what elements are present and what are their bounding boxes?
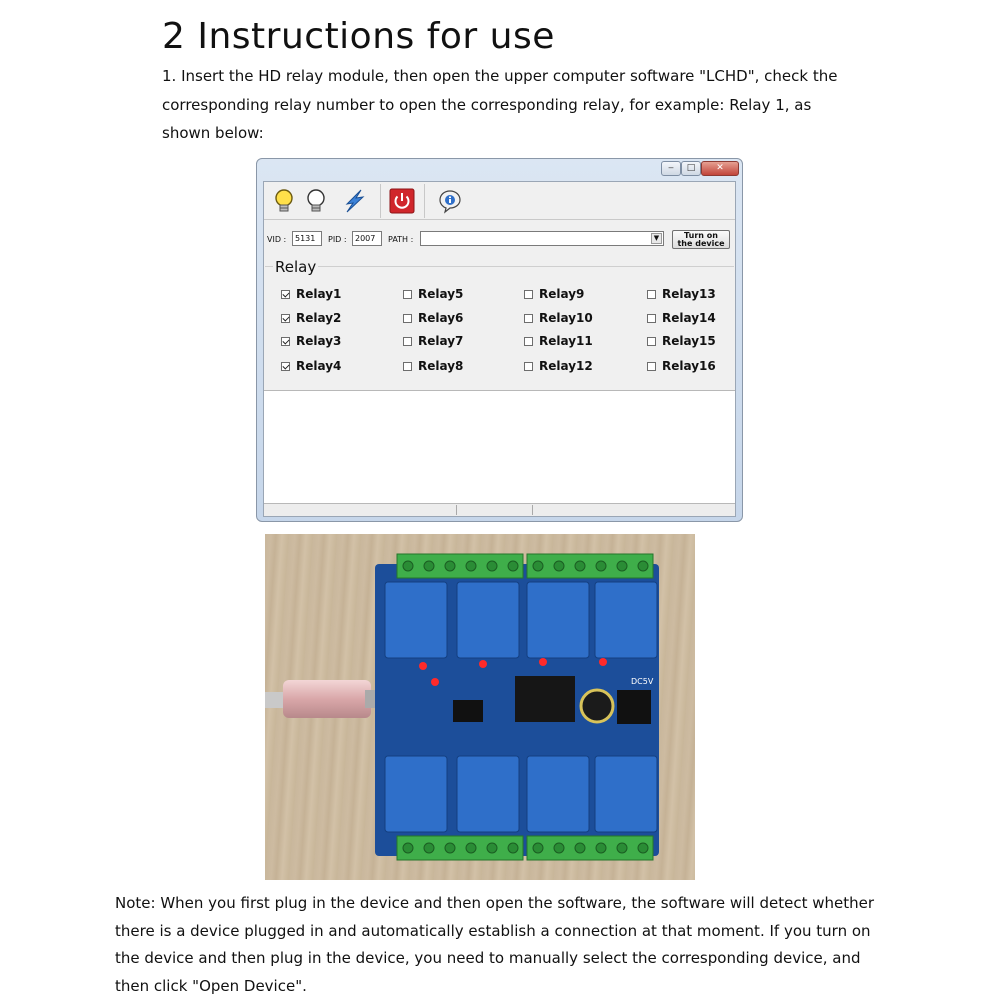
- terminal-screw: [487, 843, 497, 853]
- relay-checkbox-10[interactable]: [524, 311, 593, 325]
- checkbox-box[interactable]: [403, 337, 412, 346]
- pid-label: PID :: [328, 235, 347, 244]
- relay-label: Relay14: [662, 311, 716, 325]
- status-bar: [264, 503, 735, 516]
- relay-group-label: Relay: [275, 258, 317, 276]
- relay-label: Relay11: [539, 334, 593, 348]
- pid-field[interactable]: 2007: [352, 231, 382, 246]
- checkbox-box[interactable]: [281, 362, 290, 371]
- relay-component: [595, 582, 657, 658]
- terminal-block: [527, 836, 653, 860]
- bulb-on-icon: [272, 188, 296, 214]
- relay-group: [265, 258, 734, 392]
- terminal-screw: [554, 843, 564, 853]
- relay-checkbox-16[interactable]: [647, 359, 716, 373]
- terminal-block: [397, 554, 523, 578]
- checkbox-box[interactable]: [647, 314, 656, 323]
- relay-label: Relay3: [296, 334, 342, 348]
- relay-checkbox-6[interactable]: [403, 311, 463, 325]
- terminal-screw: [575, 843, 585, 853]
- status-led: [599, 658, 607, 666]
- relay-label: Relay5: [418, 287, 464, 301]
- terminal-screw: [638, 561, 648, 571]
- terminal-screw: [554, 561, 564, 571]
- status-led: [479, 660, 487, 668]
- toolbar-separator: [380, 184, 381, 218]
- terminal-screw: [508, 843, 518, 853]
- maximize-button[interactable]: □: [681, 161, 701, 176]
- minimize-button[interactable]: ‒: [661, 161, 681, 176]
- relay-checkbox-14[interactable]: [647, 311, 716, 325]
- relay-checkbox-1[interactable]: [281, 287, 341, 301]
- path-label: PATH :: [388, 235, 414, 244]
- relay-checkbox-8[interactable]: [403, 359, 463, 373]
- checkbox-box[interactable]: [403, 314, 412, 323]
- board-label: DC5V: [631, 677, 654, 686]
- checkbox-box[interactable]: [281, 290, 290, 299]
- log-area[interactable]: [264, 390, 735, 503]
- terminal-block: [397, 836, 523, 860]
- relay-control-window: [256, 158, 743, 522]
- toolbar-separator: [424, 184, 425, 218]
- intro-text: 1. Insert the HD relay module, then open the upper computer software "LCHD", check the corresponding relay number to open the corresponding relay, for example: Relay 1, as shown below:: [162, 67, 838, 142]
- power-icon: [389, 188, 415, 214]
- terminal-screw: [445, 843, 455, 853]
- lightning-button[interactable]: [340, 187, 368, 215]
- relay-label: Relay7: [418, 334, 464, 348]
- terminal-screw: [596, 843, 606, 853]
- lightning-icon: [341, 188, 367, 214]
- terminal-screw: [638, 843, 648, 853]
- relay-component: [595, 756, 657, 832]
- relay-checkbox-4[interactable]: [281, 359, 341, 373]
- connection-row: [264, 228, 735, 250]
- status-divider: [532, 505, 533, 515]
- relay-checkbox-7[interactable]: [403, 334, 463, 348]
- terminal-screw: [508, 561, 518, 571]
- checkbox-box[interactable]: [403, 362, 412, 371]
- terminal-screw: [403, 561, 413, 571]
- checkbox-box[interactable]: [647, 290, 656, 299]
- checkbox-box[interactable]: [524, 290, 533, 299]
- relay-checkbox-11[interactable]: [524, 334, 593, 348]
- relay-component: [457, 756, 519, 832]
- power-button[interactable]: [388, 187, 416, 215]
- open-device-label-line2: the device: [677, 239, 725, 248]
- path-dropdown[interactable]: [420, 231, 664, 246]
- terminal-screw: [617, 561, 627, 571]
- vid-label: VID :: [267, 235, 287, 244]
- relay-checkbox-9[interactable]: [524, 287, 584, 301]
- relay-label: Relay10: [539, 311, 593, 325]
- note-text: Note: When you first plug in the device and then open the software, the software will detect whether there is a device plugged in and automatically establish a connection at that moment. If you turn on the device and then plug in the device, you need to manually select the corresponding device, and then click "Open Device".: [115, 894, 875, 995]
- relay-label: Relay13: [662, 287, 716, 301]
- checkbox-box[interactable]: [647, 362, 656, 371]
- page-title: 2 Instructions for use: [162, 16, 555, 57]
- relay-component: [527, 756, 589, 832]
- relay-component: [457, 582, 519, 658]
- relay-label: Relay2: [296, 311, 342, 325]
- checkbox-box[interactable]: [524, 362, 533, 371]
- terminal-block: [527, 554, 653, 578]
- terminal-screw: [533, 561, 543, 571]
- terminal-screw: [487, 561, 497, 571]
- relay-board-illustration: [265, 534, 695, 880]
- checkbox-box[interactable]: [403, 290, 412, 299]
- relay-component: [527, 582, 589, 658]
- bulb-off-icon: [304, 188, 328, 214]
- relay-checkbox-3[interactable]: [281, 334, 341, 348]
- terminal-screw: [575, 561, 585, 571]
- window-client-area: [263, 181, 736, 517]
- relay-checkbox-15[interactable]: [647, 334, 716, 348]
- terminal-screw: [596, 561, 606, 571]
- relay-label: Relay4: [296, 359, 342, 373]
- vid-field[interactable]: 5131: [292, 231, 322, 246]
- bulb-off-button[interactable]: [302, 187, 330, 215]
- terminal-screw: [533, 843, 543, 853]
- checkbox-box[interactable]: [524, 314, 533, 323]
- close-button[interactable]: ✕: [701, 161, 739, 176]
- checkbox-box[interactable]: [647, 337, 656, 346]
- relay-component: [385, 756, 447, 832]
- info-button[interactable]: [436, 187, 464, 215]
- relay-board-photo: [265, 534, 695, 880]
- status-divider: [456, 505, 457, 515]
- open-device-button[interactable]: [672, 230, 730, 249]
- open-device-label-line1: Turn on: [684, 231, 718, 240]
- relay-checkbox-2[interactable]: [281, 311, 341, 325]
- toolbar: [264, 182, 735, 220]
- terminal-screw: [466, 843, 476, 853]
- status-led: [431, 678, 439, 686]
- terminal-screw: [424, 843, 434, 853]
- relay-checkbox-12[interactable]: [524, 359, 593, 373]
- checkbox-box[interactable]: [281, 314, 290, 323]
- relay-label: Relay6: [418, 311, 464, 325]
- relay-label: Relay15: [662, 334, 716, 348]
- status-led: [539, 658, 547, 666]
- info-icon: [437, 188, 463, 214]
- checkbox-box[interactable]: [281, 337, 290, 346]
- relay-label: Relay8: [418, 359, 464, 373]
- terminal-screw: [466, 561, 476, 571]
- relay-component: [385, 582, 447, 658]
- terminal-screw: [403, 843, 413, 853]
- relay-label: Relay9: [539, 287, 585, 301]
- relay-label: Relay12: [539, 359, 593, 373]
- terminal-screw: [424, 561, 434, 571]
- relay-checkbox-5[interactable]: [403, 287, 463, 301]
- chevron-down-icon[interactable]: ▼: [651, 233, 662, 244]
- terminal-screw: [617, 843, 627, 853]
- checkbox-box[interactable]: [524, 337, 533, 346]
- relay-checkbox-13[interactable]: [647, 287, 716, 301]
- bulb-on-button[interactable]: [270, 187, 298, 215]
- status-led: [419, 662, 427, 670]
- relay-label: Relay1: [296, 287, 342, 301]
- relay-label: Relay16: [662, 359, 716, 373]
- terminal-screw: [445, 561, 455, 571]
